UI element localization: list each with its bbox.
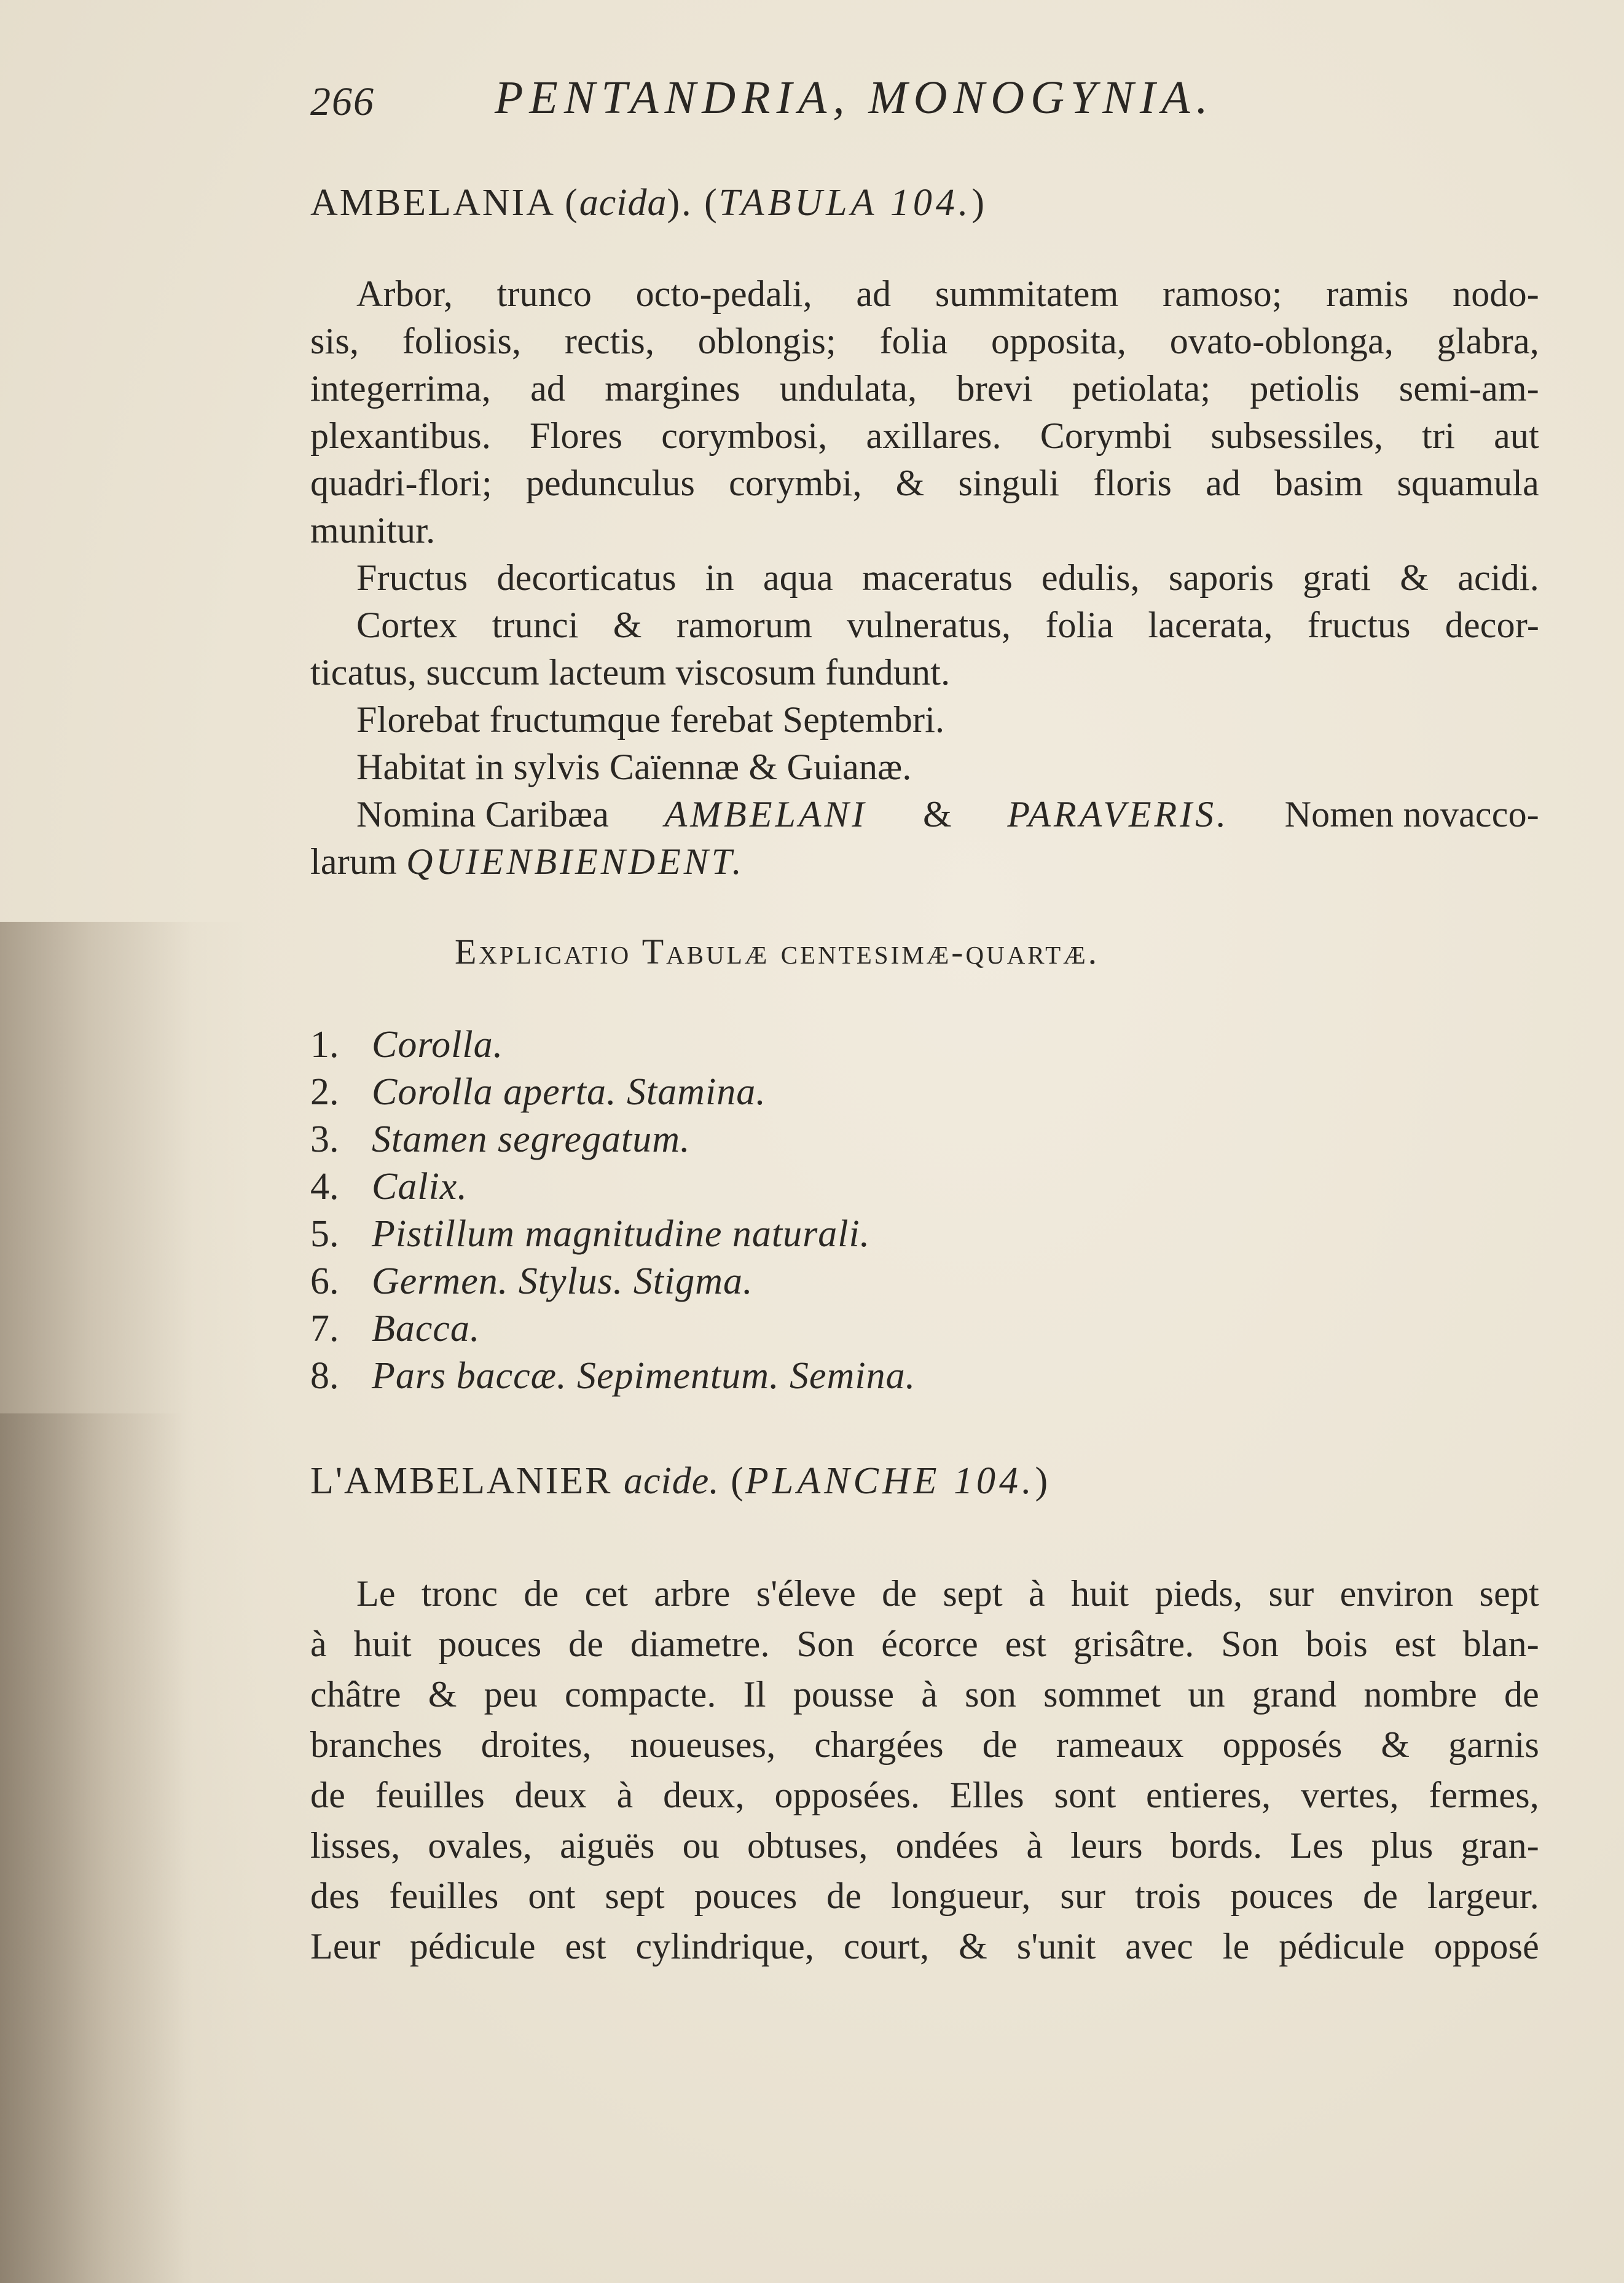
latin-title: AMBELANIA (acida). (TABULA 104.) [310,182,987,224]
list-item-text: Bacca. [372,1308,481,1350]
running-head: PENTANDRIA, MONOGYNIA. [495,72,1214,124]
latin-names-note [356,791,1539,838]
list-item-number: 1. [310,1024,339,1066]
list-item [310,1023,503,1067]
french-title-species: acide. [623,1460,720,1502]
binding-shadow-lower [0,1413,184,2283]
list-item-text: Calix. [372,1166,468,1208]
list-item [310,1071,766,1114]
list-item-number: 2. [310,1071,339,1113]
french-desc-line: Le tronc de cet arbre s'éleve de sept à huit pieds, sur environ sept [356,1573,1539,1614]
caribbean-name-1: AMBELANI [664,794,868,835]
latin-desc-line: sis, foliosis, rectis, oblongis; folia opposita, ovato-oblonga, glabra, [310,321,1539,361]
list-item [310,1118,691,1161]
latin-habitat-note: Habitat in sylvis Caïennæ & Guianæ. [356,747,912,787]
french-desc-line: à huit pouces de diametre. Son écorce est grisâtre. Son bois est blan- [310,1624,1539,1664]
list-item-number: 8. [310,1355,339,1397]
latin-names-note-line2 [310,838,745,885]
french-desc-line: Leur pédicule est cylindrique, court, & s'unit avec le pédicule opposé [310,1926,1539,1967]
french-title: L'AMBELANIER acide. (PLANCHE 104.) [310,1460,1050,1502]
french-desc-line: des feuilles ont sept pouces de longueur, sur trois pouces de largeur. [310,1876,1539,1916]
list-item-number: 7. [310,1308,339,1350]
names-line2-prefix: larum [310,841,397,882]
latin-desc-line: integerrima, ad margines undulata, brevi petiolata; petiolis semi-am- [310,368,1539,409]
colonist-name: QUIENBIENDENT. [406,841,745,882]
names-suffix: Nomen novacco- [1284,794,1539,835]
list-item-number: 4. [310,1166,339,1208]
french-desc-line: branches droites, noueuses, chargées de rameaux opposés & garnis [310,1724,1539,1765]
french-desc-line: châtre & peu compacte. Il pousse à son sommet un grand nombre de [310,1674,1539,1715]
plate-caption: Explicatio Tabulæ centesimæ-quartæ. [455,932,1100,972]
list-item-number: 3. [310,1118,339,1160]
french-desc-line: lisses, ovales, aiguës ou obtuses, ondées à leurs bords. Les plus gran- [310,1825,1539,1866]
latin-flowering-note: Florebat fructumque ferebat Septembri. [356,699,945,740]
list-item-text: Corolla aperta. Stamina. [372,1071,766,1113]
list-item-number: 6. [310,1260,339,1302]
names-amp: & [922,794,952,835]
list-item [310,1212,870,1256]
list-item-number: 5. [310,1213,339,1255]
list-item-text: Pistillum magnitudine naturali. [372,1213,871,1255]
caribbean-name-2: PARAVERIS. [1007,794,1230,835]
latin-desc-line: Arbor, trunco octo-pedali, ad summitatem ramoso; ramis nodo- [356,273,1539,314]
list-item-text: Germen. Stylus. Stigma. [372,1260,753,1302]
latin-latex-note: Cortex trunci & ramorum vulneratus, folia lacerata, fructus decor- [356,605,1539,645]
list-item [310,1307,480,1351]
latin-title-genus: AMBELANIA [310,182,554,224]
list-item-text: Stamen segregatum. [372,1118,691,1160]
list-item-text: Corolla. [372,1024,504,1066]
names-prefix: Nomina Caribæa [356,794,610,835]
latin-desc-line: plexantibus. Flores corymbosi, axillares. Corymbi subsessiles, tri aut [310,415,1539,456]
latin-title-species: acida [579,182,667,224]
latin-fruit-note: Fructus decorticatus in aqua maceratus edulis, saporis grati & acidi. [356,557,1539,598]
list-item [310,1260,753,1303]
french-title-genus: L'AMBELANIER [310,1460,613,1502]
french-title-plate: PLANCHE 104. [745,1460,1035,1502]
latin-title-plate: TABULA 104. [718,182,972,224]
latin-desc-line: munitur. [310,510,436,551]
list-item-text: Pars baccæ. Sepimentum. Semina. [372,1355,916,1397]
latin-latex-note: ticatus, succum lacteum viscosum fundunt. [310,652,951,693]
latin-desc-line: quadri-flori; pedunculus corymbi, & singuli floris ad basim squamula [310,463,1539,503]
page-number: 266 [310,79,375,124]
french-desc-line: de feuilles deux à deux, opposées. Elles sont entieres, vertes, fermes, [310,1775,1539,1815]
list-item [310,1165,468,1209]
list-item [310,1354,916,1398]
